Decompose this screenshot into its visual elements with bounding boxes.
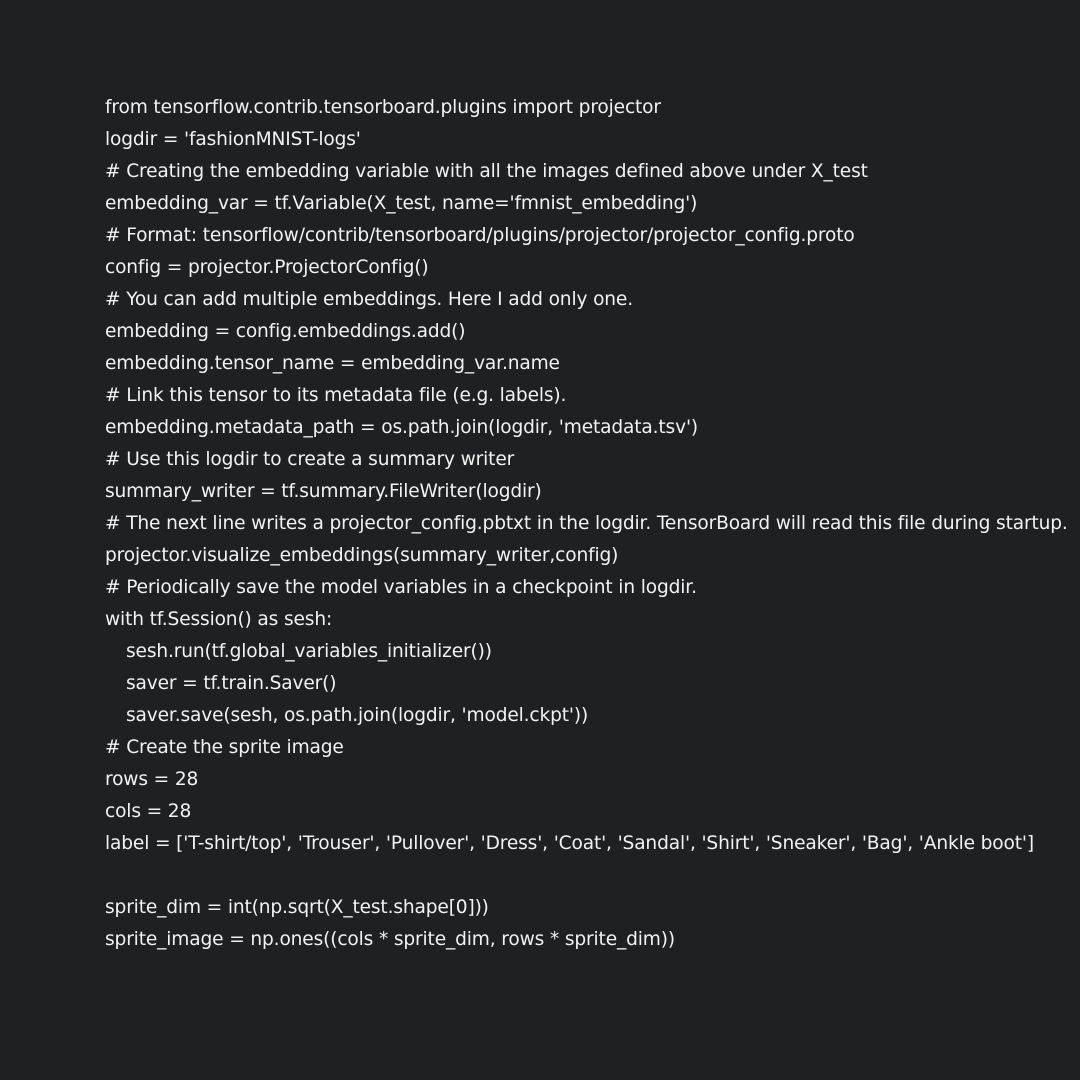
code-line: embedding.metadata_path = os.path.join(logdir, 'metadata.tsv') — [105, 417, 699, 438]
code-comment-line: # Creating the embedding variable with all the images defined above under X_test — [105, 161, 868, 182]
code-line: config = projector.ProjectorConfig() — [105, 257, 429, 278]
code-line: embedding = config.embeddings.add() — [105, 321, 466, 342]
code-line: summary_writer = tf.summary.FileWriter(logdir) — [105, 481, 542, 502]
code-comment-line: # You can add multiple embeddings. Here I add only one. — [105, 289, 633, 310]
code-line: embedding_var = tf.Variable(X_test, name='fmnist_embedding') — [105, 193, 698, 214]
code-blank-line — [105, 860, 1065, 892]
code-comment-line: # Use this logdir to create a summary writer — [105, 449, 515, 470]
code-comment-line: # Link this tensor to its metadata file (e.g. labels). — [105, 385, 567, 406]
code-line-indented: sesh.run(tf.global_variables_initializer()) — [126, 641, 492, 662]
code-line: projector.visualize_embeddings(summary_writer,config) — [105, 545, 619, 566]
code-line: embedding.tensor_name = embedding_var.name — [105, 353, 560, 374]
code-comment-line: # Periodically save the model variables in a checkpoint in logdir. — [105, 577, 697, 598]
code-line: with tf.Session() as sesh: — [105, 609, 333, 630]
code-line: cols = 28 — [105, 801, 192, 822]
code-comment-line: # Format: tensorflow/contrib/tensorboard/plugins/projector/projector_config.proto — [105, 225, 855, 246]
code-line: rows = 28 — [105, 769, 199, 790]
code-block — [105, 92, 1068, 956]
code-comment-line: # Create the sprite image — [105, 737, 344, 758]
code-line: sprite_dim = int(np.sqrt(X_test.shape[0])) — [105, 897, 489, 918]
code-line: sprite_image = np.ones((cols * sprite_dim, rows * sprite_dim)) — [105, 929, 675, 950]
code-comment-line: # The next line writes a projector_config.pbtxt in the logdir. TensorBoard will read this file during startup. — [105, 513, 1068, 534]
code-line-indented: saver.save(sesh, os.path.join(logdir, 'model.ckpt')) — [126, 705, 589, 726]
code-line: logdir = 'fashionMNIST-logs' — [105, 129, 361, 150]
code-line-indented: saver = tf.train.Saver() — [126, 673, 337, 694]
code-line: from tensorflow.contrib.tensorboard.plugins import projector — [105, 97, 661, 118]
code-line: label = ['T-shirt/top', 'Trouser', 'Pullover', 'Dress', 'Coat', 'Sandal', 'Shirt', 'Sneaker', 'Bag', 'Ankle boot'] — [105, 833, 1034, 854]
